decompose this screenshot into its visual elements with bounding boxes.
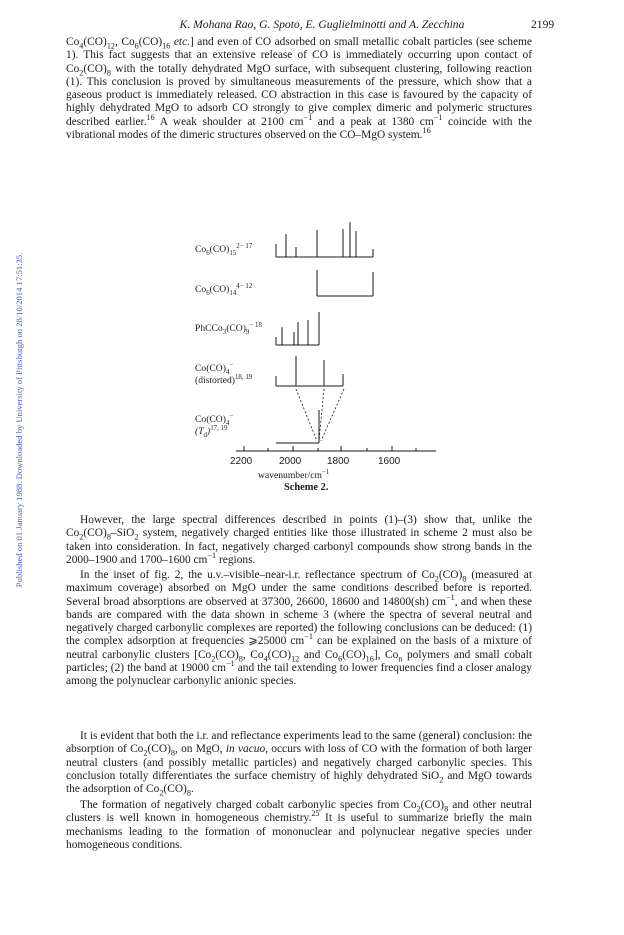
scheme-label-co6co14: $Co_6(CO)_{14}^{4-}$ $^{12}$	[195, 282, 253, 297]
scheme-label-phcco3: $PhCCo_3(CO)_9^-$ $^{18}$	[195, 321, 262, 336]
axis-tick-1600: 1600	[378, 456, 401, 467]
paragraph-5: The formation of negatively charged cobalt carbonylic species from $Co_2(CO)_8$ and other neutral clusters is well known in homogeneous chemistry.$^{25}$ It is useful to summarize briefly the main mechanisms leading to the formation of mononuclear and polynuclear negative species under homogeneous conditions.	[66, 799, 532, 851]
paragraph-1: $Co_4(CO)_{12}$, $Co_6(CO)_{16}$ etc.] and even of CO adsorbed on small metallic cobalt particles (see scheme 1). This fact suggests that an extensive release of CO is immediately occurring upon contact of $Co_2(CO)_8$ with the totally dehydrated MgO surface, with subsequent clustering, following reaction (1). This conclusion is proved by simultaneous measurements of the pressure, which show that a gaseous product is immediately released. CO abstraction in this case is favoured by the capacity of highly dehydrated MgO to adsorb CO strongly to give complex dimeric and polymeric structures described earlier.$^{16}$ A weak shoulder at 2100 $cm^{-1}$ and a peak at 1380 $cm^{-1}$ coincide with the vibrational modes of the dimeric structures observed on the CO–MgO system.$^{16}$	[66, 36, 533, 142]
axis-tick-2200: 2200	[230, 456, 253, 467]
scheme-label-co6co15: $Co_6(CO)_{15}^{2-}$ $^{17}$	[195, 242, 253, 257]
axis-tick-1800: 1800	[327, 456, 350, 467]
axis-title: wavenumber/$cm^{-1}$	[258, 468, 330, 481]
scheme-caption: Scheme 2.	[284, 482, 329, 493]
spectrum-phcco3	[276, 312, 319, 345]
paragraph-2: However, the large spectral differences described in points (1)–(3) show that, unlike the $Co_2(CO)_8-SiO_2$ system, negatively charged entities like those illustrated in scheme 2 must also be taken into consideration. In fact, negatively charged carbonyl compounds show strong bands in the 2000–1900 and 1700–1600 $cm^{-1}$ regions.	[66, 514, 532, 566]
paragraph-4: It is evident that both the i.r. and reflectance experiments lead to the same (general) conclusion: the absorption of $Co_2(CO)_8$, on MgO, in vacuo, occurs with loss of CO with the formation of both larger neutral clusters (and possibly metallic particles) and negatively charged carbonylic species. This conclusion totally differentiates the surface chemistry of highly dehydrated SiO$_2$ and MgO towards the adsorption of $Co_2(CO)_8$.	[66, 730, 532, 798]
spectrum-co-distorted	[276, 356, 343, 386]
correlation-dashes	[296, 389, 344, 441]
wavenumber-axis	[236, 446, 436, 451]
running-head-authors: K. Mohana Rao, G. Spoto, E. Guglielminotti and A. Zecchina	[179, 18, 465, 31]
page-number: 2199	[531, 18, 555, 31]
scheme-label-co-distorted: $Co(CO)_4^-$ (distorted)$^{18, 19}$	[195, 361, 253, 386]
download-notice-text: Published on 01 January 1988. Downloaded by University of Pittsburgh on 28/10/2014 17:51:35.	[14, 252, 24, 588]
axis-tick-2000: 2000	[279, 456, 302, 467]
paragraph-3: In the inset of fig. 2, the u.v.–visible–near-i.r. reflectance spectrum of $Co_2(CO)_8$ (measured at maximum coverage) absorbed on MgO under the same conditions described before is reported. Several broad absorptions are observed at 37300, 26600, 18600 and 14800(sh) $cm^{-1}$, and when these bands are compared with the data shown in scheme 3 (where the spectra of several neutral and negatively charged carbonylic complexes are reported) the following conclusions can be deduced: (1) the complex adsorption at frequencies ⩾25000 $cm^{-1}$ can be explained on the basis of a mixture of neutral carbonylic clusters [$Co_2(CO)_8$, $Co_4(CO)_{12}$ and $Co_6(CO)_{16}$], $Co_n$ polymers and small cobalt particles; (2) the band at 19000 $cm^{-1}$ and the tail extending to lower frequencies find a closer analogy among the polynuclear carbonylic anionic species.	[66, 569, 532, 688]
spectrum-co6co14	[317, 270, 373, 296]
scheme-label-co-td: $Co(CO)_4^-$ $(T_d)^{17, 19}$	[195, 412, 234, 439]
spectrum-co6co15	[276, 222, 373, 257]
spectrum-co-td	[276, 410, 319, 443]
